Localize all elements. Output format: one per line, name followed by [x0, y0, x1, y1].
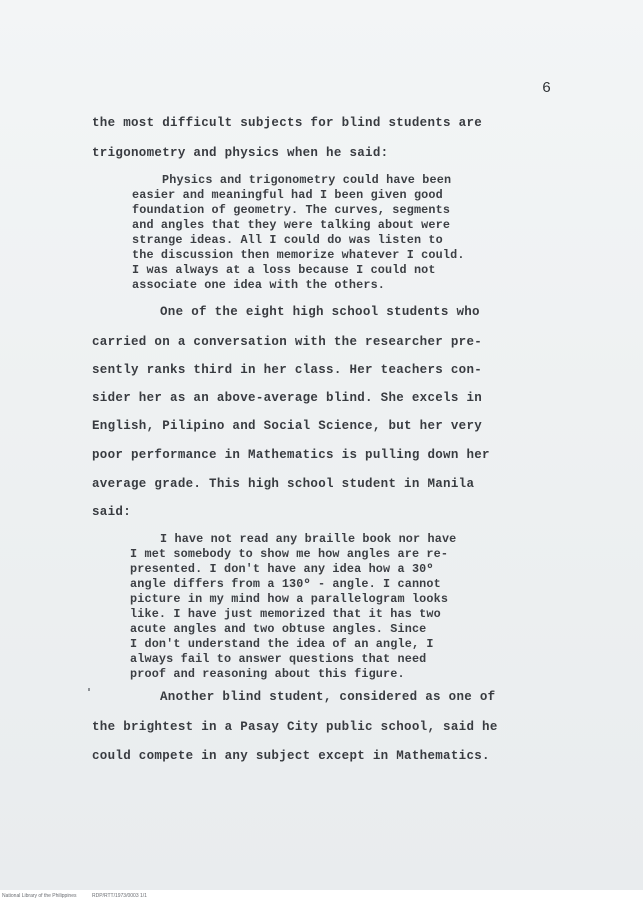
- text-line: English, Pilipino and Social Science, but her very: [92, 419, 483, 433]
- quote-line: picture in my mind how a parallelogram looks: [130, 592, 449, 606]
- text-line: One of the eight high school students who: [160, 305, 480, 319]
- quote-line: the discussion then memorize whatever I could.: [132, 248, 465, 262]
- text-line: said:: [92, 505, 132, 519]
- text-line: could compete in any subject except in Mathematics.: [92, 749, 490, 763]
- quote-line: presented. I don't have any idea how a 30º: [130, 562, 434, 576]
- text-line: trigonometry and physics when he said:: [92, 146, 389, 160]
- text-line: poor performance in Mathematics is pulling down her: [92, 448, 490, 462]
- text-line: sider her as an above-average blind. She excels in: [92, 391, 483, 405]
- footer-id: RDP/RTT/1973/0003 1/1: [92, 893, 147, 899]
- text-line: the most difficult subjects for blind students are: [92, 116, 483, 130]
- quote-line: angle differs from a 130º - angle. I cannot: [130, 577, 441, 591]
- quote-line: foundation of geometry. The curves, segments: [132, 203, 451, 217]
- quote-line: associate one idea with the others.: [132, 278, 386, 292]
- text-line: carried on a conversation with the researcher pre-: [92, 335, 483, 349]
- page-number: 6: [542, 80, 552, 97]
- quote-line: strange ideas. All I could do was listen to: [132, 233, 443, 247]
- text-line: the brightest in a Pasay City public school, said he: [92, 720, 498, 734]
- text-line: average grade. This high school student in Manila: [92, 477, 475, 491]
- text-line: Another blind student, considered as one of: [160, 690, 496, 704]
- quote-line: I was always at a loss because I could not: [132, 263, 436, 277]
- text-line: sently ranks third in her class. Her teachers con-: [92, 363, 483, 377]
- footer-source: National Library of the Philippines: [2, 893, 77, 899]
- quote-line: and angles that they were talking about were: [132, 218, 451, 232]
- scan-footer: [0, 890, 643, 900]
- quote-line: I don't understand the idea of an angle, I: [130, 637, 434, 651]
- stray-mark: [88, 688, 90, 691]
- quote-line: I met somebody to show me how angles are re-: [130, 547, 449, 561]
- quote-line: acute angles and two obtuse angles. Since: [130, 622, 427, 636]
- quote-line: Physics and trigonometry could have been: [162, 173, 452, 187]
- quote-line: proof and reasoning about this figure.: [130, 667, 405, 681]
- quote-line: like. I have just memorized that it has two: [130, 607, 441, 621]
- quote-line: easier and meaningful had I been given good: [132, 188, 443, 202]
- quote-line: I have not read any braille book nor have: [160, 532, 457, 546]
- quote-line: always fail to answer questions that need: [130, 652, 427, 666]
